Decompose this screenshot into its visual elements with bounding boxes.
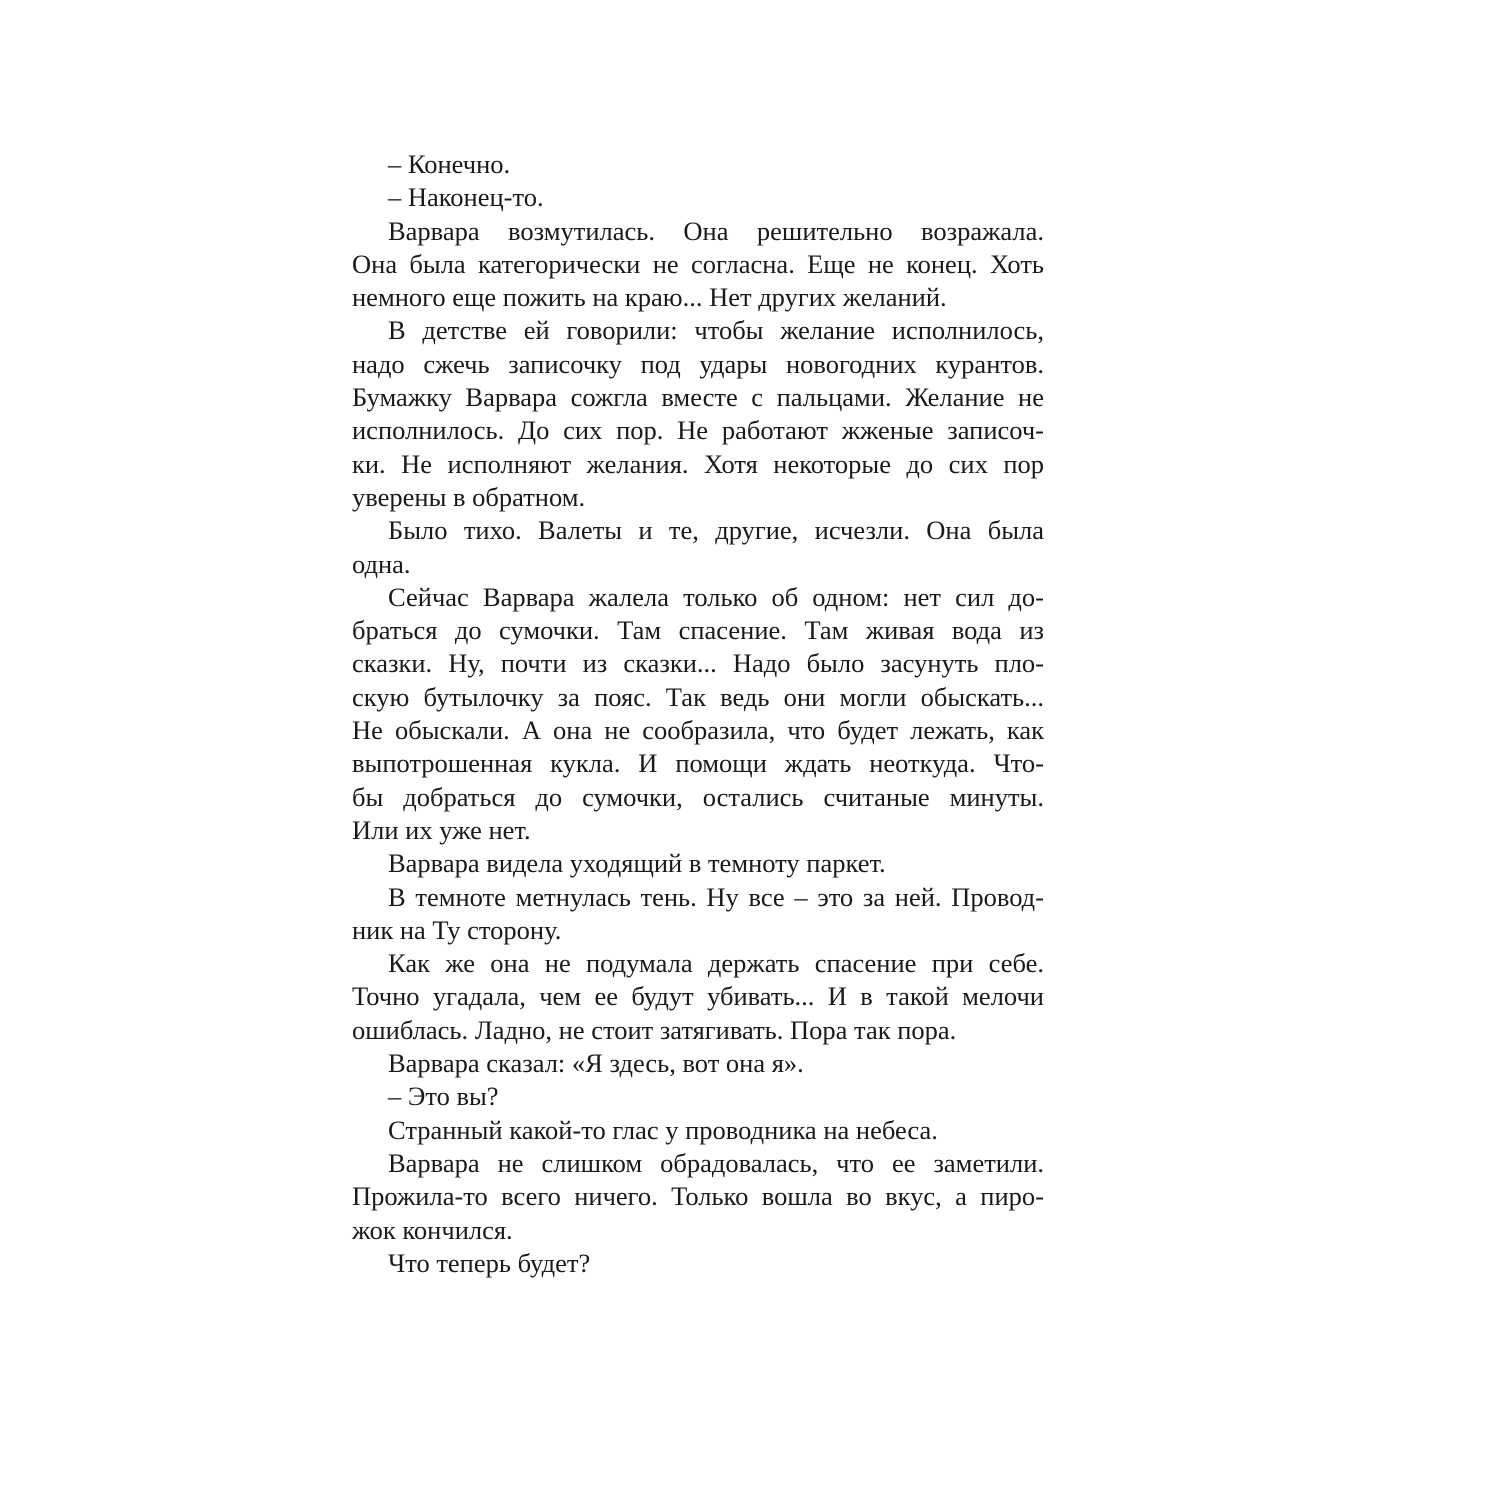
text-line: Точно угадала, чем ее будут убивать... И в такой мелочи [352, 981, 1044, 1012]
text-line: Не обыскали. А она не сообразила, что будет лежать, как [352, 715, 1044, 746]
text-line: – Конечно. [388, 149, 511, 179]
text-line: жок кончился. [352, 1214, 513, 1245]
text-line: – Наконец-то. [388, 182, 544, 213]
text-line: одна. [352, 548, 411, 579]
book-page-text [352, 148, 1044, 1280]
text-line: ник на Ту сторону. [352, 914, 562, 945]
text-line: Она была категорически не согласна. Еще не конец. Хоть [352, 248, 1044, 279]
text-line: Прожила-то всего ничего. Только вошла во вкус, а пиро- [352, 1181, 1044, 1212]
text-line: Странный какой-то глас у проводника на небеса. [388, 1114, 938, 1145]
text-line: В детстве ей говорили: чтобы желание исполнилось, [388, 315, 1044, 346]
text-line: Варвара возмутилась. Она решительно возражала. [388, 215, 1044, 246]
text-line: бы добраться до сумочки, остались считаные минуты. [352, 781, 1044, 812]
text-line: Варвара сказал: «Я здесь, вот она я». [388, 1048, 804, 1079]
text-line: ошиблась. Ладно, не стоит затягивать. Пора так пора. [352, 1014, 957, 1045]
text-line: Сейчас Варвара жалела только об одном: нет сил до- [388, 581, 1044, 612]
text-line: Было тихо. Валеты и те, другие, исчезли. Она была [388, 515, 1044, 546]
text-line: выпотрошенная кукла. И помощи ждать неоткуда. Что- [352, 748, 1044, 779]
text-line: Что теперь будет? [388, 1247, 591, 1278]
text-line: уверены в обратном. [352, 481, 586, 512]
text-line: Или их уже нет. [352, 814, 531, 845]
text-line: Как же она не подумала держать спасение при себе. [388, 948, 1044, 979]
text-line: скую бутылочку за пояс. Так ведь они могли обыскать... [352, 681, 1044, 712]
text-line: – Это вы? [388, 1081, 499, 1112]
text-line: надо сжечь записочку под удары новогодних курантов. [352, 348, 1044, 379]
text-line: сказки. Ну, почти из сказки... Надо было засунуть пло- [352, 648, 1044, 679]
text-line: браться до сумочки. Там спасение. Там живая вода из [352, 615, 1044, 646]
text-line: Варвара не слишком обрадовалась, что ее заметили. [388, 1147, 1044, 1178]
text-line: Варвара видела уходящий в темноту паркет. [388, 848, 886, 879]
text-line: Бумажку Варвара сожгла вместе с пальцами. Желание не [352, 382, 1044, 413]
text-line: исполнилось. До сих пор. Не работают жженые записоч- [352, 415, 1044, 446]
text-line: В темноте метнулась тень. Ну все – это за ней. Провод- [388, 881, 1044, 912]
text-line: немного еще пожить на краю... Нет других желаний. [352, 282, 947, 313]
text-line: ки. Не исполняют желания. Хотя некоторые до сих пор [352, 448, 1044, 479]
